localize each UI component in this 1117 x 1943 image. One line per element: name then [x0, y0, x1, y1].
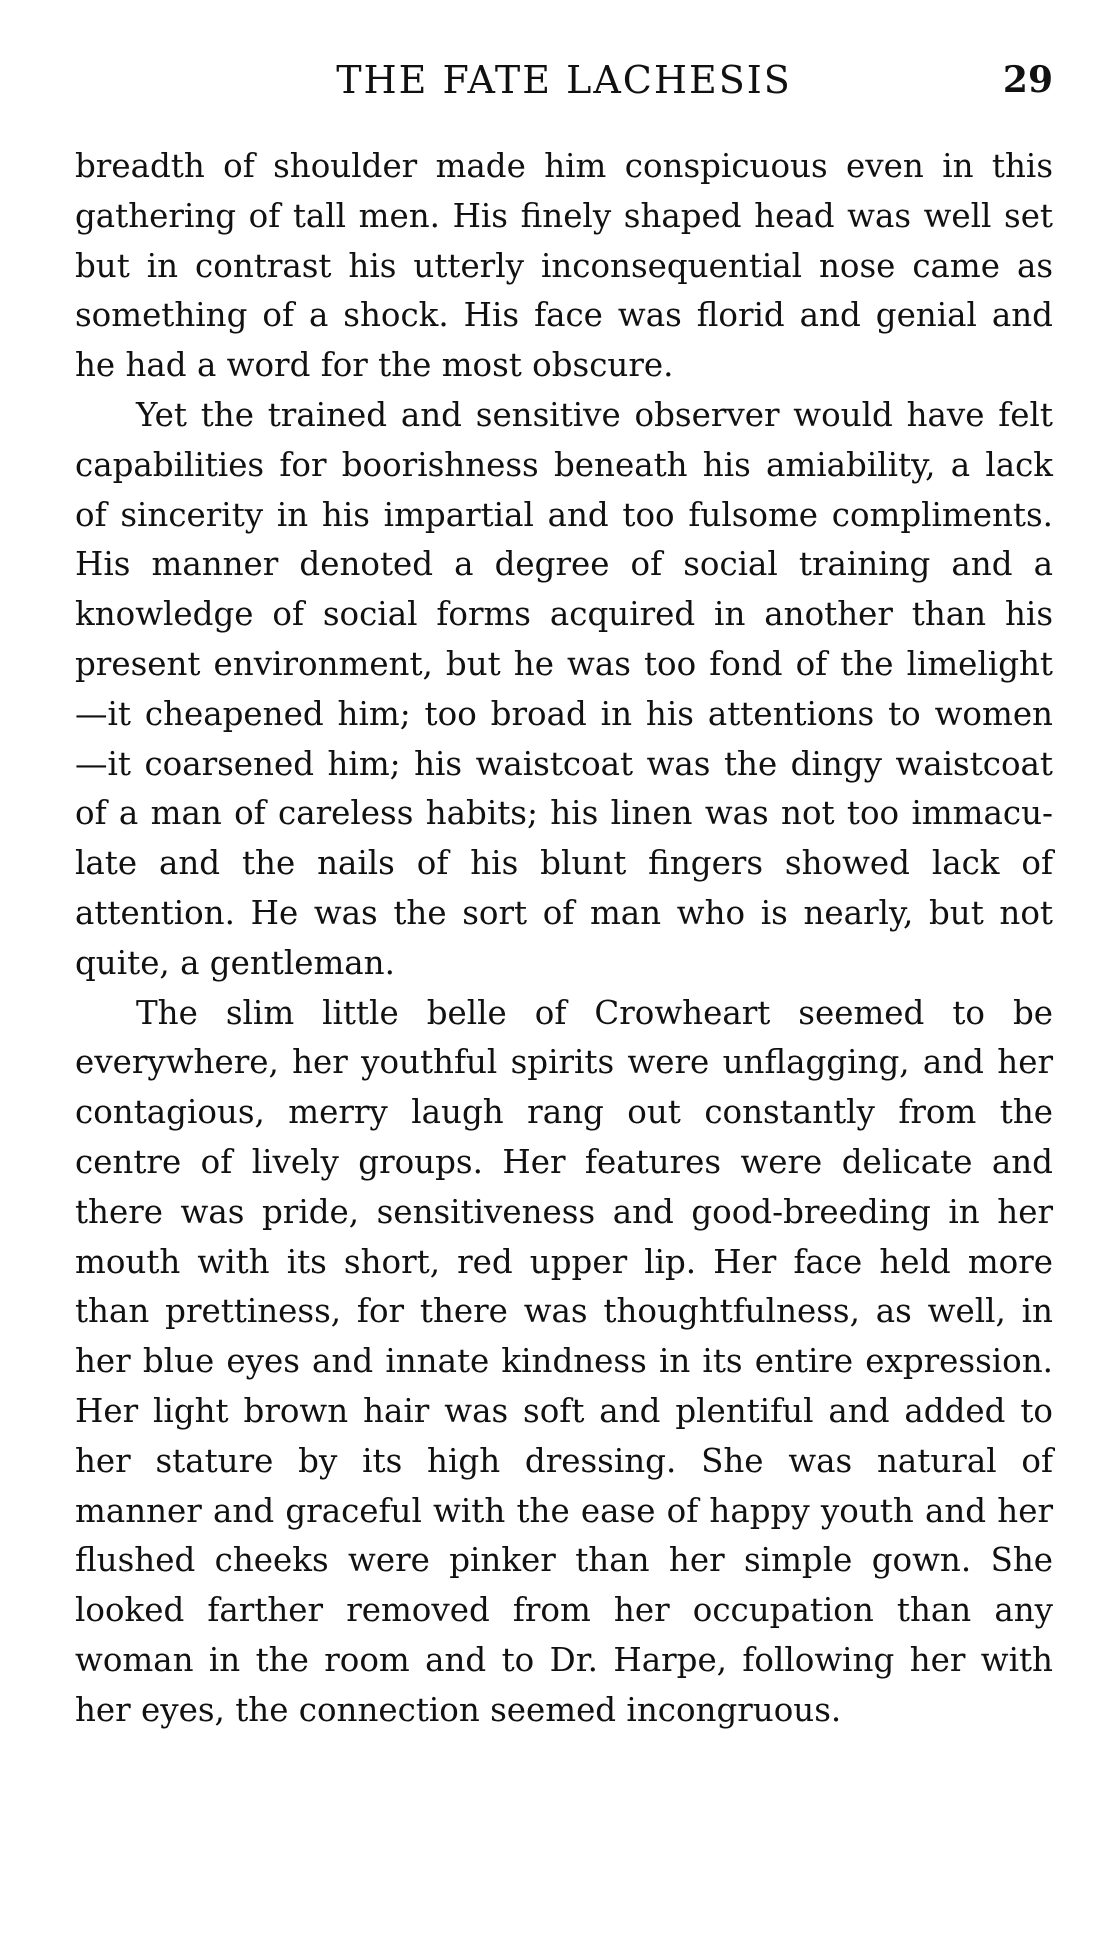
page-number: 29: [1002, 59, 1053, 101]
running-head: [75, 52, 1053, 108]
body-text: [75, 142, 1053, 1736]
running-title: THE FATE LACHESIS: [336, 58, 792, 102]
paragraph-1: breadth of shoulder made him conspicuous even in this gathering of tall men. His finely shaped head was well set but in contrast his utterly inconsequential nose came as something of a shock. His face was florid and genial and he had a word for the most obscure.: [75, 147, 1053, 385]
paragraph-2: Yet the trained and sensitive observer would have felt capabilities for boorishness beneath his amiability, a lack of sincerity in his impartial and too fulsome compliments. His manner denoted a degree of social training and a knowledge of social forms acquired in another than his present environment, but he was too fond of the limelight—it cheapened him; too broad in his attentions to women—it coarsened him; his waistcoat was the dingy waistcoat of a man of careless habits; his linen was not too immaculate and the nails of his blunt fingers showed lack of attention. He was the sort of man who is nearly, but not quite, a gentleman.: [75, 395, 1053, 982]
paragraph-3: The slim little belle of Crowheart seemed to be everywhere, her youthful spirits were unflagging, and her contagious, merry laugh rang out constantly from the centre of lively groups. Her features were delicate and there was pride, sensitiveness and good-breeding in her mouth with its short, red upper lip. Her face held more than prettiness, for there was thoughtfulness, as well, in her blue eyes and innate kindness in its entire expression. Her light brown hair was soft and plentiful and added to her stature by its high dressing. She was natural of manner and graceful with the ease of happy youth and her flushed cheeks were pinker than her simple gown. She looked farther removed from her occupation than any woman in the room and to Dr. Harpe, following her with her eyes, the connection seemed incongruous.: [75, 993, 1053, 1729]
